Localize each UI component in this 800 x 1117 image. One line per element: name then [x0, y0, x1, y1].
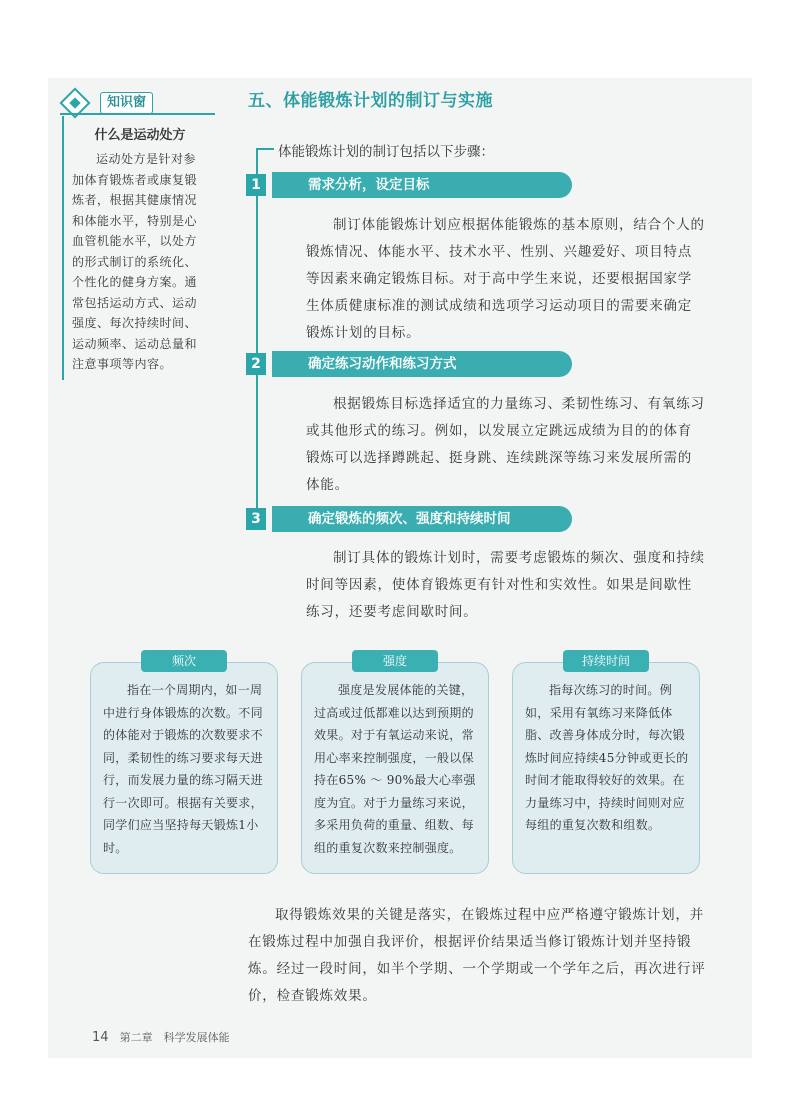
card-duration [512, 654, 700, 874]
card-body: 强度是发展体能的关键，过高或过低都难以达到预期的效果。对于有氧运动来说，常用心率来控制强度，一般以保持在65% ～ 90%最大心率强度为宜。对于力量练习来说，多采用负荷的重量、组数、每组的重复次数来控制强度。 [314, 683, 476, 855]
step-3-body: 制订具体的锻炼计划时，需要考虑锻炼的频次、强度和持续时间等因素，使体育锻炼更有针对性和实效性。如果是间歇性练习，还要考虑间歇时间。 [306, 550, 705, 620]
card-body: 指每次练习的时间。例如，采用有氧练习来降低体脂、改善身体成分时，每次锻炼时间应持续45分钟或更长的时间才能取得较好的效果。在力量练习中，持续时间则对应每组的重复次数和组数。 [525, 683, 689, 832]
step-title: 需求分析，设定目标 [272, 172, 572, 198]
card-tag: 频次 [141, 650, 227, 672]
timeline-line [256, 148, 258, 528]
step-title: 确定锻炼的频次、强度和持续时间 [272, 506, 572, 532]
card-intensity [301, 654, 489, 874]
step-number: 1 [246, 174, 266, 196]
step-title: 确定练习动作和练习方式 [272, 351, 572, 377]
sidebar-body: 运动处方是针对参加体育锻炼者或康复锻炼者，根据其健康情况和体能水平，特别是心血管机能水平，以处方的形式制订的系统化、个性化的健身方案。通常包括运动方式、运动强度、每次持续时间、运动频率、运动总量和注意事项等内容。 [72, 152, 198, 371]
page-footer [92, 1026, 230, 1045]
closing-paragraph: 取得锻炼效果的关键是落实，在锻炼过程中应严格遵守锻炼计划，并在锻炼过程中加强自我评价，根据评价结果适当修订锻炼计划并坚持锻炼。经过一段时间，如半个学期、一个学期或一个学年之后，再次进行评价，检查锻炼效果。 [248, 907, 706, 1004]
step-1-body: 制订体能锻炼计划应根据体能锻炼的基本原则，结合个人的锻炼情况、体能水平、技术水平、性别、兴趣爱好、项目特点等因素来确定锻炼目标。对于高中学生来说，还要根据国家学生体质健康标准的测试成绩和选项学习运动项目的需要来确定锻炼计划的目标。 [306, 217, 705, 341]
knowledge-window [62, 116, 214, 380]
intro-text: 体能锻炼计划的制订包括以下步骤： [278, 144, 494, 160]
card-tag: 持续时间 [563, 650, 649, 672]
step-2-body: 根据锻炼目标选择适宜的力量练习、柔韧性练习、有氧练习或其他形式的练习。例如，以发展立定跳远成绩为目的的体育锻炼可以选择蹲跳起、挺身跳、连续跳深等练习来发展所需的体能。 [306, 396, 705, 493]
card-body: 指在一个周期内，如一周中进行身体锻炼的次数。不同的体能对于锻炼的次数要求不同，柔韧性的练习要求每天进行，而发展力量的练习隔天进行一次即可。根据有关要求，同学们应当坚持每天锻炼1小时。 [103, 683, 263, 855]
timeline-cap [256, 148, 274, 150]
step-number: 3 [246, 508, 266, 530]
knowledge-window-label: 知识窗 [100, 92, 153, 114]
card-tag: 强度 [352, 650, 438, 672]
section-heading: 五、体能锻炼计划的制订与实施 [248, 91, 493, 111]
sidebar-title: 什么是运动处方 [94, 128, 186, 143]
page-number: 14 [92, 1030, 109, 1045]
card-frequency [90, 654, 278, 874]
chapter-label: 第二章 科学发展体能 [119, 1031, 230, 1044]
step-number: 2 [246, 353, 266, 375]
divider [60, 113, 215, 115]
